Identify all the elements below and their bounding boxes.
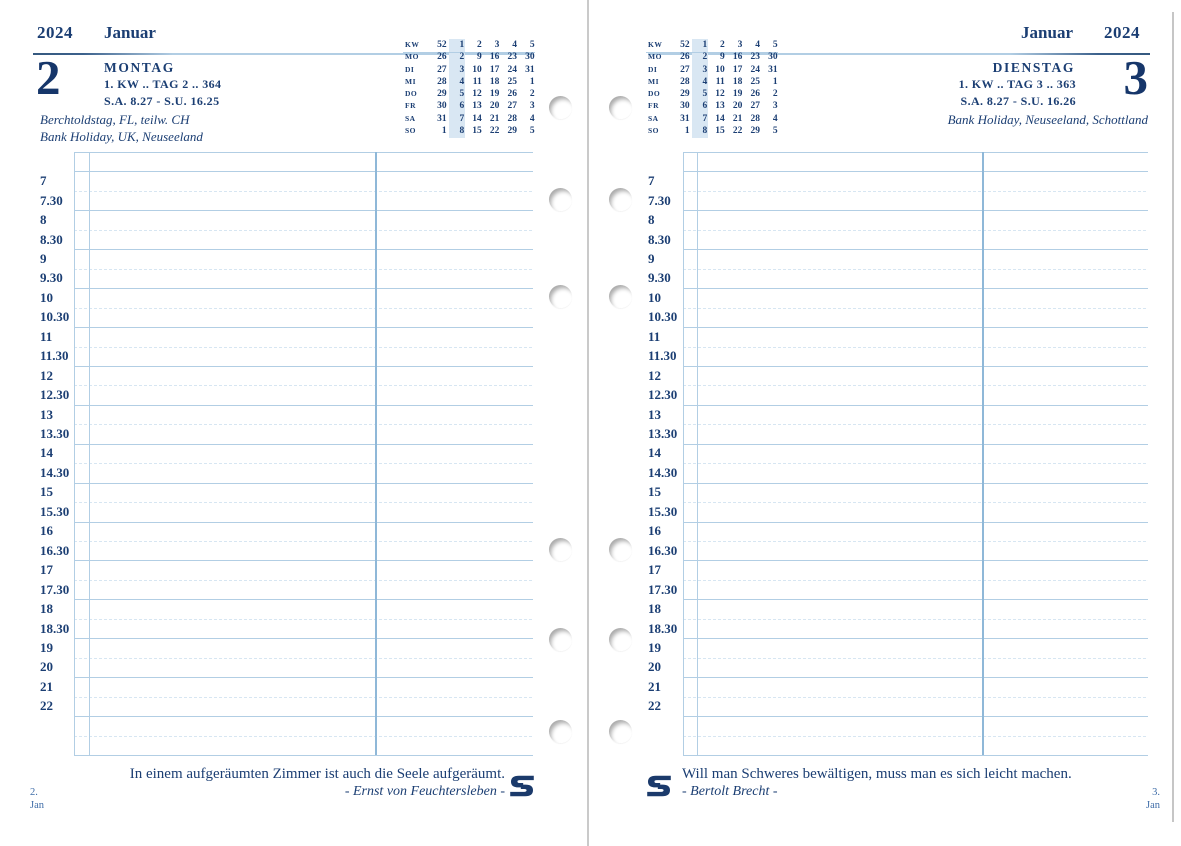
mini-calendar-date: 16: [732, 52, 743, 63]
mini-calendar-header-row: [646, 39, 778, 51]
mini-calendar-date: 2: [529, 89, 535, 100]
mini-calendar-date: 12: [472, 89, 482, 100]
grid-line: [683, 638, 1148, 639]
left-holiday-2: Bank Holiday, UK, Neuseeland: [40, 129, 203, 144]
time-label: 14: [648, 445, 661, 461]
mini-calendar-day-label: MO: [648, 52, 662, 62]
mini-calendar-date: 28: [680, 76, 690, 87]
right-day-number: 3: [1123, 50, 1148, 105]
mini-calendar-date: 31: [525, 64, 535, 75]
mini-calendar-date: 19: [732, 89, 743, 100]
left-quote-author: - Ernst von Feuchtersleben -: [344, 784, 505, 799]
time-label: 19: [648, 639, 661, 655]
mini-calendar-date: 24: [507, 64, 517, 75]
time-label: 17: [40, 562, 53, 578]
mini-calendar-day-label: MI: [405, 76, 416, 86]
left-corner-month: Jan: [30, 800, 44, 811]
mini-calendar-date: 7: [702, 113, 708, 124]
mini-calendar-date: 3: [529, 101, 535, 112]
right-quote-text: Will man Schweres bewältigen, muss man es sich leicht machen.: [682, 766, 1072, 782]
mini-calendar-date: 3: [772, 101, 778, 112]
mini-calendar-row: [646, 64, 778, 76]
mini-calendar-row: [403, 64, 535, 76]
mini-calendar-row: [403, 113, 535, 125]
mini-calendar-date: 2: [702, 52, 708, 63]
time-label: 9: [40, 250, 47, 266]
time-label: 21: [648, 678, 661, 694]
mini-calendar-date: 1: [702, 40, 708, 50]
mini-calendar-date: 8: [702, 126, 708, 137]
time-label: 21: [40, 678, 53, 694]
mini-calendar-row: [403, 51, 535, 63]
grid-line: [683, 249, 1148, 250]
right-quote-author: - Bertolt Brecht -: [682, 784, 778, 799]
mini-calendar-date: 21: [489, 113, 500, 124]
mini-calendar-day-label: DO: [405, 89, 418, 99]
mini-calendar-date: 5: [702, 89, 708, 100]
time-label: 15: [648, 484, 661, 500]
left-holiday-1: Berchtoldstag, FL, teilw. CH: [40, 112, 190, 127]
mini-calendar-row: [646, 100, 778, 112]
mini-calendar-row: [403, 76, 535, 88]
mini-calendar-date: 19: [489, 89, 500, 100]
time-label: 18.30: [40, 620, 70, 636]
time-label: 18.30: [648, 620, 678, 636]
mini-calendar-date: 9: [477, 52, 482, 63]
mini-calendar-date: 7: [459, 113, 465, 124]
time-label: 15.30: [648, 503, 678, 519]
mini-calendar-date: 26: [437, 52, 447, 63]
succes-s-logo-icon: [646, 775, 672, 797]
mini-calendar-date: 11: [472, 76, 482, 87]
left-week-info: 1. KW .. TAG 2 .. 364: [104, 77, 222, 91]
mini-calendar-date: 15: [715, 126, 725, 137]
mini-calendar-date: 18: [489, 76, 500, 87]
mini-calendar-date: 20: [732, 101, 743, 112]
time-label: 10: [648, 289, 661, 305]
grid-line: [683, 191, 1148, 192]
mini-calendar-date: 17: [489, 64, 500, 75]
mini-calendar-date: 2: [477, 40, 482, 50]
grid-line: [683, 755, 1148, 756]
mini-calendar-date: 14: [472, 113, 482, 124]
grid-line: [683, 522, 1148, 523]
time-label: 8.30: [40, 231, 63, 247]
mini-calendar-date: 30: [768, 52, 778, 63]
mini-calendar-date: 3: [459, 64, 465, 75]
right-sun-info: S.A. 8.27 - S.U. 16.26: [960, 94, 1076, 108]
mini-calendar-date: 1: [772, 76, 778, 87]
mini-calendar-row: [646, 51, 778, 63]
mini-calendar-date: 25: [750, 76, 760, 87]
grid-line: [683, 385, 1148, 386]
mini-calendar-row: [646, 125, 778, 137]
time-label: 7: [40, 173, 47, 189]
mini-calendar-row: [646, 113, 778, 125]
time-label: 13: [40, 406, 53, 422]
mini-calendar-date: 29: [437, 89, 447, 100]
time-label: 14.30: [648, 464, 678, 480]
mini-calendar-date: 31: [768, 64, 778, 75]
mini-calendar-day-label: MI: [648, 76, 659, 86]
grid-line: [683, 677, 1148, 678]
time-label: 13.30: [40, 426, 70, 442]
time-label: 17: [648, 562, 661, 578]
mini-calendar-date: 5: [529, 40, 535, 50]
mini-calendar-date: 22: [732, 126, 743, 137]
time-label: 20: [648, 659, 661, 675]
mini-calendar-date: 5: [772, 40, 778, 50]
mini-calendar-date: 1: [441, 126, 447, 137]
grid-line: [683, 424, 1148, 425]
left-corner-day: 2.: [30, 787, 38, 798]
mini-calendar-date: 26: [507, 89, 517, 100]
mini-calendar-header-row: [403, 39, 535, 51]
mini-calendar-date: 23: [750, 52, 760, 63]
time-label: 11: [648, 328, 661, 344]
mini-calendar-day-label: KW: [405, 40, 420, 49]
mini-calendar-date: 12: [715, 89, 725, 100]
grid-line: [683, 269, 1148, 270]
grid-line: [683, 483, 1148, 484]
time-label: 12: [648, 367, 661, 383]
time-label: 11.30: [40, 348, 69, 364]
mini-calendar-row: [403, 100, 535, 112]
time-label: 18: [648, 601, 661, 617]
left-year: 2024: [37, 23, 73, 42]
right-year: 2024: [1104, 23, 1140, 42]
right-corner-date: [1146, 786, 1160, 812]
mini-calendar-date: 24: [750, 64, 760, 75]
time-label: 16.30: [648, 542, 678, 558]
mini-calendar-date: 27: [750, 101, 760, 112]
mini-calendar-day-label: MO: [405, 52, 419, 62]
mini-calendar-date: 3: [737, 40, 743, 50]
time-label: 19: [40, 639, 53, 655]
mini-calendar-date: 17: [732, 64, 743, 75]
left-day-number: 2: [36, 50, 61, 105]
time-label: 11: [40, 328, 53, 344]
mini-calendar-date: 52: [680, 40, 690, 50]
mini-calendar-date: 28: [437, 76, 447, 87]
grid-line: [683, 210, 1148, 211]
time-label: 12.30: [40, 387, 70, 403]
mini-calendar-date: 29: [750, 126, 760, 137]
mini-calendar-day-label: FR: [648, 101, 659, 111]
mini-calendar-date: 6: [702, 101, 708, 112]
brand-logo-right: [646, 775, 672, 797]
mini-calendar-date: 1: [459, 40, 465, 50]
left-day-name: MONTAG: [104, 60, 175, 75]
mini-calendar-day-label: DI: [648, 64, 658, 74]
mini-calendar-date: 31: [437, 113, 447, 124]
mini-calendar-date: 3: [494, 40, 500, 50]
time-label: 10.30: [648, 309, 678, 325]
mini-calendar-date: 21: [732, 113, 743, 124]
grid-line: [683, 541, 1148, 542]
right-day-name: DIENSTAG: [992, 60, 1075, 75]
mini-calendar-date: 5: [459, 89, 465, 100]
time-label: 20: [40, 659, 53, 675]
mini-calendar-date: 29: [507, 126, 517, 137]
mini-calendar-date: 30: [525, 52, 535, 63]
mini-calendar-day-label: SA: [405, 113, 416, 123]
grid-line: [683, 736, 1148, 737]
grid-margin-line: [683, 152, 684, 755]
mini-calendar-date: 11: [715, 76, 725, 87]
grid-line: [683, 366, 1148, 367]
time-label: 12.30: [648, 387, 678, 403]
mini-calendar-date: 3: [702, 64, 708, 75]
grid-line: [683, 288, 1148, 289]
mini-calendar-row: [646, 76, 778, 88]
mini-calendar-date: 4: [702, 76, 708, 87]
mini-calendar-date: 23: [507, 52, 517, 63]
time-label: 10.30: [40, 309, 70, 325]
mini-calendar-date: 26: [750, 89, 760, 100]
mini-calendar-day-label: DI: [405, 64, 415, 74]
time-label: 13.30: [648, 426, 678, 442]
grid-line: [683, 619, 1148, 620]
time-label: 16: [40, 523, 53, 539]
mini-calendar-date: 52: [437, 40, 447, 50]
time-label: 17.30: [648, 581, 678, 597]
mini-calendar-day-label: DO: [648, 89, 661, 99]
left-mini-calendar: [403, 39, 535, 139]
grid-line: [683, 560, 1148, 561]
mini-calendar-date: 6: [459, 101, 465, 112]
mini-calendar-day-label: SO: [405, 126, 417, 136]
mini-calendar-date: 13: [715, 101, 725, 112]
mini-calendar-date: 4: [772, 113, 778, 124]
right-mini-calendar: [646, 39, 778, 139]
mini-calendar-date: 26: [680, 52, 690, 63]
left-sun-info: S.A. 8.27 - S.U. 16.25: [104, 94, 220, 108]
mini-calendar-date: 10: [472, 64, 482, 75]
time-label: 18: [40, 601, 53, 617]
time-label: 15: [40, 484, 53, 500]
right-month: Januar: [1021, 23, 1073, 42]
mini-calendar-date: 5: [772, 126, 778, 137]
mini-calendar-date: 4: [459, 76, 465, 87]
time-label: 7: [648, 173, 655, 189]
mini-calendar-date: 30: [680, 101, 690, 112]
mini-calendar-date: 2: [720, 40, 725, 50]
time-label: 16: [648, 523, 661, 539]
grid-margin-line: [697, 152, 698, 755]
grid-line: [683, 599, 1148, 600]
mini-calendar-date: 5: [529, 126, 535, 137]
time-label: 8.30: [648, 231, 671, 247]
grid-line: [683, 580, 1148, 581]
mini-calendar-date: 25: [507, 76, 517, 87]
mini-calendar-date: 16: [489, 52, 500, 63]
mini-calendar-date: 4: [512, 40, 517, 50]
grid-line: [683, 444, 1148, 445]
time-label: 9.30: [648, 270, 671, 286]
mini-calendar-date: 9: [720, 52, 725, 63]
time-label: 8: [648, 212, 655, 228]
grid-line: [683, 152, 1148, 153]
mini-calendar-date: 27: [507, 101, 517, 112]
right-quote-block: [682, 765, 1152, 800]
mini-calendar-date: 1: [684, 126, 690, 137]
mini-calendar-date: 27: [437, 64, 447, 75]
right-corner-day: 3.: [1152, 787, 1160, 798]
mini-calendar-date: 30: [437, 101, 447, 112]
grid-line: [683, 230, 1148, 231]
mini-calendar-day-label: SA: [648, 113, 659, 123]
mini-calendar-row: [403, 88, 535, 100]
mini-calendar-date: 31: [680, 113, 690, 124]
time-label: 16.30: [40, 542, 70, 558]
mini-calendar-date: 2: [459, 52, 465, 63]
time-label: 8: [40, 212, 47, 228]
mini-calendar-date: 4: [529, 113, 535, 124]
mini-calendar-date: 29: [680, 89, 690, 100]
time-label: 9: [648, 250, 655, 266]
grid-line: [683, 502, 1148, 503]
grid-line: [683, 658, 1148, 659]
mini-calendar-day-label: FR: [405, 101, 416, 111]
grid-line: [683, 697, 1148, 698]
mini-calendar-date: 27: [680, 64, 690, 75]
time-label: 14.30: [40, 464, 70, 480]
left-month: Januar: [104, 23, 156, 42]
mini-calendar-day-label: KW: [648, 40, 663, 49]
mini-calendar-date: 1: [529, 76, 535, 87]
grid-column-divider: [982, 152, 984, 755]
mini-calendar-date: 4: [755, 40, 760, 50]
mini-calendar-date: 13: [472, 101, 482, 112]
time-label: 17.30: [40, 581, 70, 597]
mini-calendar-date: 20: [489, 101, 500, 112]
mini-calendar-row: [403, 125, 535, 137]
time-label: 7.30: [40, 192, 63, 208]
mini-calendar-date: 28: [507, 113, 517, 124]
mini-calendar-date: 2: [772, 89, 778, 100]
grid-line: [683, 405, 1148, 406]
right-holiday-1: Bank Holiday, Neuseeland, Schottland: [947, 112, 1148, 127]
time-label: 22: [40, 698, 53, 714]
grid-line: [683, 171, 1148, 172]
time-label: 22: [648, 698, 661, 714]
mini-calendar-date: 18: [732, 76, 743, 87]
mini-calendar-date: 15: [472, 126, 482, 137]
grid-line: [683, 716, 1148, 717]
grid-line: [683, 308, 1148, 309]
grid-line: [683, 347, 1148, 348]
grid-line: [683, 327, 1148, 328]
time-label: 7.30: [648, 192, 671, 208]
mini-calendar-date: 28: [750, 113, 760, 124]
mini-calendar-date: 10: [715, 64, 725, 75]
time-label: 11.30: [648, 348, 677, 364]
time-label: 13: [648, 406, 661, 422]
grid-line: [683, 463, 1148, 464]
time-label: 9.30: [40, 270, 63, 286]
mini-calendar-date: 22: [489, 126, 500, 137]
right-corner-month: Jan: [1146, 800, 1160, 811]
time-label: 15.30: [40, 503, 70, 519]
time-label: 10: [40, 289, 53, 305]
mini-calendar-date: 14: [715, 113, 725, 124]
time-label: 14: [40, 445, 53, 461]
mini-calendar-row: [646, 88, 778, 100]
mini-calendar-day-label: SO: [648, 126, 660, 136]
time-label: 12: [40, 367, 53, 383]
left-quote-text: In einem aufgeräumten Zimmer ist auch die Seele aufgeräumt.: [129, 766, 505, 782]
mini-calendar-date: 8: [459, 126, 465, 137]
right-week-info: 1. KW .. TAG 3 .. 363: [958, 77, 1076, 91]
